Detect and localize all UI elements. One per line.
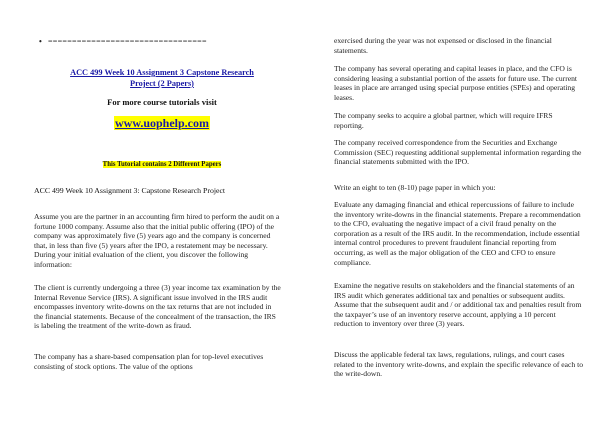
right-paragraph-6: Evaluate any damaging financial and ethical repercussions of failure to include the inventory write-downs in the financial statements. Prepare a recommendation to the CFO, evaluating the negative impact of a civil fraud penalty on the corporation as a result of the IRS audit. In the recommendation, include essential internal control procedures to prevent fraudulent financial reporting from occurring, as well as the major obligation of the CEO and CFO to ensure compliance. — [334, 200, 581, 267]
website-link[interactable]: www.uophelp.com — [114, 116, 209, 130]
left-paragraph-2: The client is currently undergoing a three (3) year income tax examination by the Internal Revenue Service (IRS). A significant issue involved in the IRS audit encompasses inventory write-downs on the tax returns that are not included in the financial statements. Because of the concealment of the transaction, the IRS is labeling the treatment of the write-down as fraud. — [34, 283, 281, 331]
assignment-heading: ACC 499 Week 10 Assignment 3: Capstone Research Project — [34, 186, 226, 195]
tutorial-note-container — [34, 153, 290, 171]
more-tutorials-text: For more course tutorials visit — [107, 97, 217, 107]
url-container — [34, 114, 290, 132]
left-paragraph-3: The company has a share-based compensation plan for top-level executives consisting of stock options. The value of the options — [34, 352, 264, 371]
tutorial-note: This Tutorial contains 2 Different Papers — [102, 161, 222, 168]
title-line-1: ACC 499 Week 10 Assignment 3 Capstone Research — [70, 68, 254, 77]
right-paragraph-3: The company seeks to acquire a global partner, which will require IFRS reporting. — [334, 111, 553, 130]
title-line-2: Project (2 Papers) — [130, 79, 194, 88]
separator-line: ================================= — [48, 37, 207, 46]
right-paragraph-2: The company has several operating and capital leases in place, and the CFO is considering leasing a substantial portion of the assets for future use. The current leases in place are arranged using special purpose entities (SPEs) and operating leases. — [334, 64, 578, 102]
left-paragraph-1: Assume you are the partner in an accounting firm hired to perform the audit on a fortune 1000 company. Assume also that the initial public offering (IPO) of the company was approximately five (5) years ago and the company is concerned that, in less than five (5) years after the IPO, a restatement may be necessary. During your initial evaluation of the client, you discover the following information: — [34, 212, 280, 269]
right-paragraph-5: Write an eight to ten (8-10) page paper in which you: — [334, 183, 496, 192]
right-paragraph-8: Discuss the applicable federal tax laws, regulations, rulings, and court cases related to the inventory write-downs, and explain the specific relevance of each to the write-down. — [334, 350, 584, 379]
document-title-link[interactable] — [34, 67, 290, 89]
right-paragraph-4: The company received correspondence from the Securities and Exchange Commission (SEC) requesting additional supplemental information regarding the financial statements submitted with the IPO. — [334, 138, 582, 167]
bullet: • — [39, 37, 42, 46]
right-paragraph-1: exercised during the year was not expensed or disclosed in the financial statements. — [334, 36, 552, 55]
right-paragraph-7: Examine the negative results on stakeholders and the financial statements of an IRS audit which generates additional tax and penalties or subsequent audits. Assume that the subsequent audit and / or additional tax and penalties result from the taxpayer’s use of an inventory reserve account, applying a 10 percent reduction to inventory over three (3) years. — [334, 281, 582, 329]
